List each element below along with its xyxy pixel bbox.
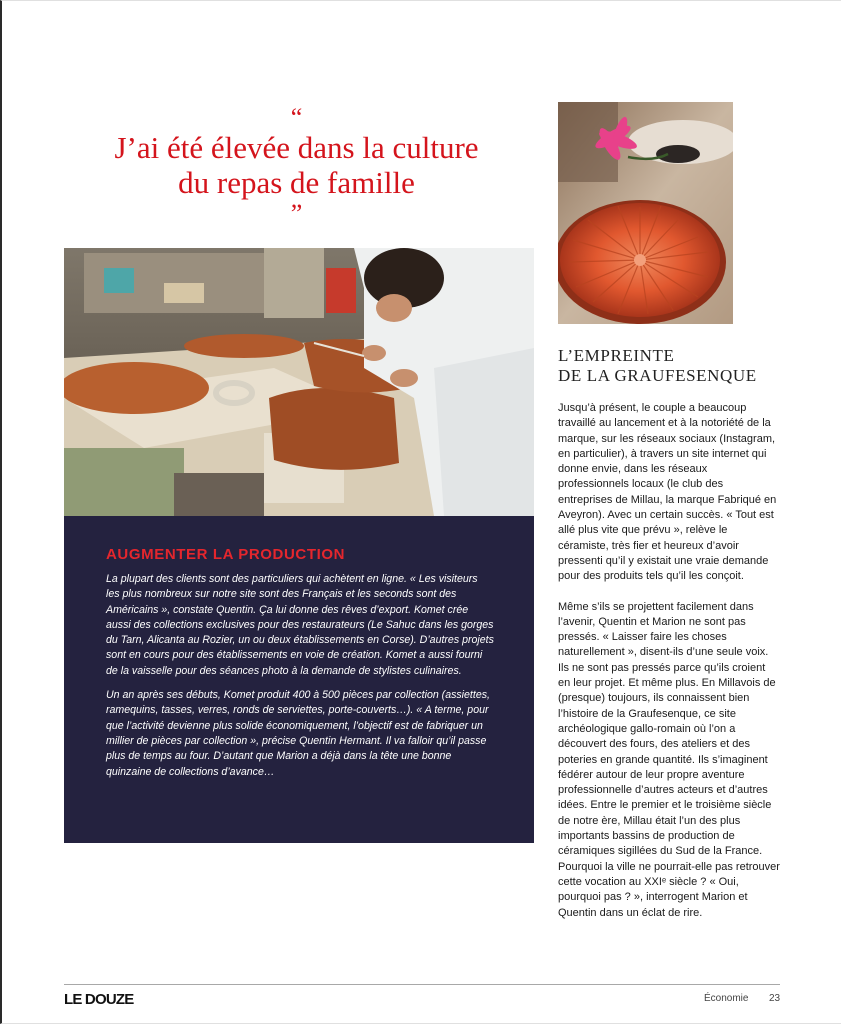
pull-quote	[64, 103, 529, 228]
quote-line-1: J’ai été élevée dans la culture	[114, 130, 479, 165]
magazine-logo: LE DOUZE	[64, 991, 134, 1008]
quote-line-2: du repas de famille	[178, 165, 415, 200]
ceramic-bowl-photo	[558, 102, 733, 324]
article-body	[558, 401, 780, 936]
section-name: Économie	[704, 993, 749, 1004]
article-paragraph-2: Même s’ils se projettent facilement dans l’avenir, Quentin et Marion ne sont pas pressés. « Laisser faire les choses naturellement », disent-ils d’une seule voix. Ils ne sont pas pressés parce qu’ils croient en leur projet. Et même plus. En Millavois de (presque) toujours, ils connaissent bien l’histoire de la Graufesenque, ce site archéologique gallo-romain où l’on a découvert des fours, des ateliers et des poteries en grande quantité. Ils s’imaginent fédérer autour de leur propre aventure professionnelle d’autres acteurs et d’autres idées. Entre le premier et le troisième siècle de notre ère, Millau était l’un des plus importants bassins de production de céramiques sigillées du Sud de la France. Pourquoi la ville ne pourrait-elle pas retrouver cette vocation au XXIᵉ siècle ? « Oui, pourquoi pas ? », interrogent Marion et Quentin dans un éclat de rire.	[558, 600, 780, 919]
sidebar-paragraph-2: Un an après ses débuts, Komet produit 400 à 500 pièces par collection (assiettes, ramequins, tasses, verres, ronds de serviettes, porte-couverts…). « A terme, pour que l’activité devienne plus solide économiquement, l’objectif est de fabriquer un millier de pièces par collection », précise Quentin Hermant. Il va falloir qu’il passe plus de temps au four. D’autant que Marion a déjà dans la tête une bonne quinzaine de collections d’avance…	[106, 689, 490, 778]
article-title-line-2: DE LA GRAUFESENQUE	[558, 366, 757, 385]
article-title	[558, 346, 798, 386]
sidebar-heading: AUGMENTER LA PRODUCTION	[106, 546, 346, 563]
quote-close-mark: ”	[290, 199, 303, 228]
footer-divider	[64, 984, 780, 985]
sidebar-paragraph-1: La plupart des clients sont des particuliers qui achètent en ligne. « Les visiteurs les plus nombreux sur notre site sont des Français et les seconds sont des Américains », constate Quentin. Ça lui donne des rêves d’export. Komet crée aussi des collections exclusives pour des restaurateurs (Le Sahuc dans les gorges du Tarn, Alicanta au Rozier, un ou deux établissements en Corse). D’autres projets sont en cours pour des établissements en voie de création. Komet a aussi fourni de la vaisselle pour des séances photo à la demande de stylistes culinaires.	[106, 573, 494, 677]
article-paragraph-1: Jusqu’à présent, le couple a beaucoup travaillé au lancement et à la notoriété de la marque, sur les réseaux sociaux (Instagram, en particulier), à travers un site internet qui donne envie, dans les réseaux professionnels locaux (le club des entreprises de Millau, la marque Fabriqué en Aveyron). Avec un certain succès. « Tout est allé plus vite que prévu », relève le céramiste, très fier et heureux d’avoir pressenti qu’il y existait une vraie demande pour des produits tels qu’il les conçoit.	[558, 402, 777, 583]
quote-open-mark: “	[290, 103, 303, 132]
workshop-photo	[64, 248, 534, 516]
page-number: 23	[769, 993, 781, 1004]
article-title-line-1: L’EMPREINTE	[558, 346, 675, 365]
sidebar-box	[64, 516, 534, 843]
